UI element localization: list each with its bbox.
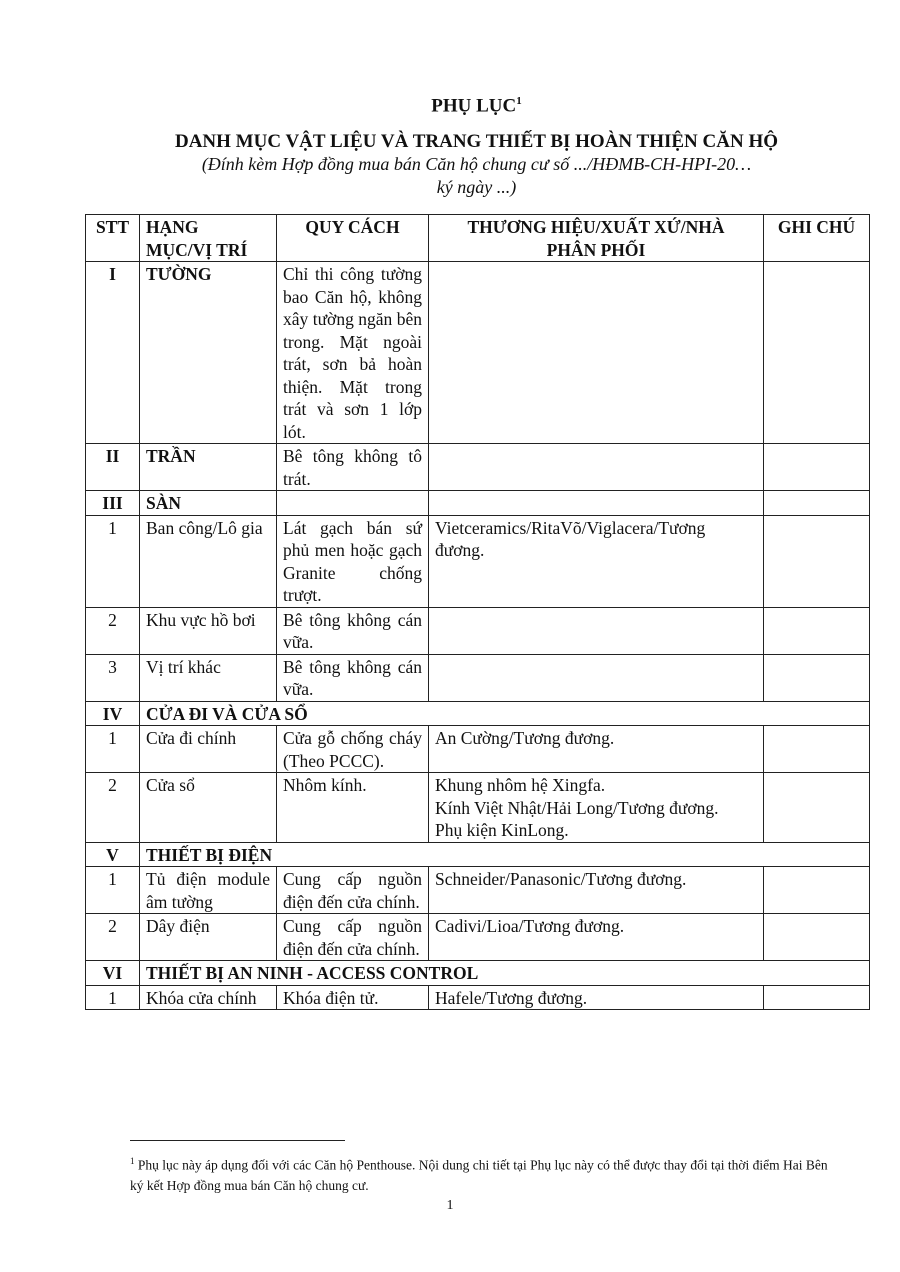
table-row bbox=[86, 444, 870, 491]
header-brand-line: THƯƠNG HIỆU/XUẤT XỨ/NHÀ bbox=[467, 217, 725, 237]
footnote-divider bbox=[130, 1140, 345, 1141]
note-cell bbox=[764, 914, 870, 961]
footnote bbox=[130, 1151, 830, 1196]
category-cell: Khu vực hồ bơi bbox=[140, 607, 277, 654]
brand-cell bbox=[429, 654, 764, 701]
note-cell bbox=[764, 262, 870, 444]
spec-cell: Lát gạch bán sứ phủ men hoặc gạch Granite chống trượt. bbox=[277, 515, 429, 607]
stt-cell: 1 bbox=[86, 985, 140, 1010]
header-brand-line: PHÂN PHỐI bbox=[546, 239, 646, 260]
note-cell bbox=[764, 491, 870, 516]
section-heading-row bbox=[86, 701, 870, 726]
footnote-text: Phụ lục này áp dụng đối với các Căn hộ Penthouse. Nội dung chi tiết tại Phụ lục này có thể được thay đổi tại thời điểm Hai Bên ký kết Hợp đồng mua bán Căn hộ chung cư. bbox=[130, 1157, 828, 1193]
brand-cell: An Cường/Tương đương. bbox=[429, 726, 764, 773]
category-cell: TƯỜNG bbox=[140, 262, 277, 444]
table-row bbox=[86, 515, 870, 607]
page-number: 1 bbox=[446, 1198, 454, 1213]
table-header-row bbox=[86, 215, 870, 262]
category-cell: Khóa cửa chính bbox=[140, 985, 277, 1010]
table-row bbox=[86, 914, 870, 961]
note-cell bbox=[764, 726, 870, 773]
brand-cell bbox=[429, 444, 764, 491]
category-cell: SÀN bbox=[140, 491, 277, 516]
stt-cell: VI bbox=[86, 961, 140, 986]
brand-cell: Schneider/Panasonic/Tương đương. bbox=[429, 867, 764, 914]
header-stt: STT bbox=[86, 215, 140, 262]
document-title: DANH MỤC VẬT LIỆU VÀ TRANG THIẾT BỊ HOÀN THIỆN CĂN HỘ bbox=[174, 131, 779, 152]
table-row bbox=[86, 491, 870, 516]
spec-cell: Bê tông không cán vữa. bbox=[277, 654, 429, 701]
stt-cell: 3 bbox=[86, 654, 140, 701]
spec-cell: Khóa điện tử. bbox=[277, 985, 429, 1010]
table-row bbox=[86, 726, 870, 773]
brand-cell: Hafele/Tương đương. bbox=[429, 985, 764, 1010]
note-cell bbox=[764, 607, 870, 654]
stt-cell: I bbox=[86, 262, 140, 444]
appendix-title bbox=[85, 95, 868, 117]
materials-table bbox=[85, 214, 870, 1010]
stt-cell: II bbox=[86, 444, 140, 491]
category-cell: Dây điện bbox=[140, 914, 277, 961]
header-category-line: MỤC/VỊ TRÍ bbox=[146, 239, 248, 260]
stt-cell: 2 bbox=[86, 607, 140, 654]
note-cell bbox=[764, 867, 870, 914]
table-body bbox=[86, 262, 870, 1010]
section-title-cell: THIẾT BỊ AN NINH - ACCESS CONTROL bbox=[140, 961, 870, 986]
footnote-reference: 1 bbox=[516, 95, 522, 107]
brand-cell bbox=[429, 491, 764, 516]
spec-cell: Bê tông không cán vữa. bbox=[277, 607, 429, 654]
section-heading-row bbox=[86, 842, 870, 867]
brand-cell bbox=[429, 773, 764, 843]
stt-cell: 2 bbox=[86, 914, 140, 961]
brand-cell bbox=[429, 607, 764, 654]
stt-cell: 1 bbox=[86, 726, 140, 773]
subtitle-line: ký ngày ...) bbox=[436, 177, 517, 197]
spec-cell: Nhôm kính. bbox=[277, 773, 429, 843]
stt-cell: V bbox=[86, 842, 140, 867]
stt-cell: 2 bbox=[86, 773, 140, 843]
section-heading-row bbox=[86, 961, 870, 986]
footnote-number: 1 bbox=[130, 1156, 135, 1166]
spec-cell: Cung cấp nguồn điện đến cửa chính. bbox=[277, 914, 429, 961]
category-cell: Tủ điện module âm tường bbox=[140, 867, 277, 914]
subtitle-line: (Đính kèm Hợp đồng mua bán Căn hộ chung cư số .../HĐMB-CH-HPI-20… bbox=[201, 154, 752, 174]
brand-cell: Vietceramics/RitaVõ/Viglacera/Tương đương. bbox=[429, 515, 764, 607]
appendix-label: PHỤ LỤC bbox=[431, 95, 517, 117]
stt-cell: 1 bbox=[86, 515, 140, 607]
brand-line: Phụ kiện KinLong. bbox=[435, 820, 569, 840]
note-cell bbox=[764, 515, 870, 607]
spec-cell: Bê tông không tô trát. bbox=[277, 444, 429, 491]
brand-cell bbox=[429, 262, 764, 444]
document-subtitle bbox=[85, 153, 868, 199]
spec-cell: Cung cấp nguồn điện đến cửa chính. bbox=[277, 867, 429, 914]
table-row bbox=[86, 773, 870, 843]
stt-cell: IV bbox=[86, 701, 140, 726]
header-category-line: HẠNG bbox=[146, 217, 199, 237]
stt-cell: 1 bbox=[86, 867, 140, 914]
table-row bbox=[86, 985, 870, 1010]
header-spec: QUY CÁCH bbox=[277, 215, 429, 262]
table-row bbox=[86, 654, 870, 701]
category-cell: Ban công/Lô gia bbox=[140, 515, 277, 607]
table-row bbox=[86, 607, 870, 654]
spec-cell: Cửa gỗ chống cháy (Theo PCCC). bbox=[277, 726, 429, 773]
note-cell bbox=[764, 773, 870, 843]
spec-cell: Chỉ thi công tường bao Căn hộ, không xây tường ngăn bên trong. Mặt ngoài trát, sơn bả hoàn thiện. Mặt trong trát và sơn 1 lớp lót. bbox=[277, 262, 429, 444]
section-title-cell: THIẾT BỊ ĐIỆN bbox=[140, 842, 870, 867]
note-cell bbox=[764, 985, 870, 1010]
table-row bbox=[86, 867, 870, 914]
category-cell: Cửa đi chính bbox=[140, 726, 277, 773]
section-title-cell: CỬA ĐI VÀ CỬA SỔ bbox=[140, 701, 870, 726]
stt-cell: III bbox=[86, 491, 140, 516]
brand-line: Kính Việt Nhật/Hải Long/Tương đương. bbox=[435, 797, 719, 818]
note-cell bbox=[764, 654, 870, 701]
brand-cell: Cadivi/Lioa/Tương đương. bbox=[429, 914, 764, 961]
table-row bbox=[86, 262, 870, 444]
brand-line: Khung nhôm hệ Xingfa. bbox=[435, 775, 606, 795]
category-cell: Vị trí khác bbox=[140, 654, 277, 701]
header-brand bbox=[429, 215, 764, 262]
header-category bbox=[140, 215, 277, 262]
note-cell bbox=[764, 444, 870, 491]
category-cell: Cửa sổ bbox=[140, 773, 277, 843]
category-cell: TRẦN bbox=[140, 444, 277, 491]
header-note: GHI CHÚ bbox=[764, 215, 870, 262]
spec-cell bbox=[277, 491, 429, 516]
